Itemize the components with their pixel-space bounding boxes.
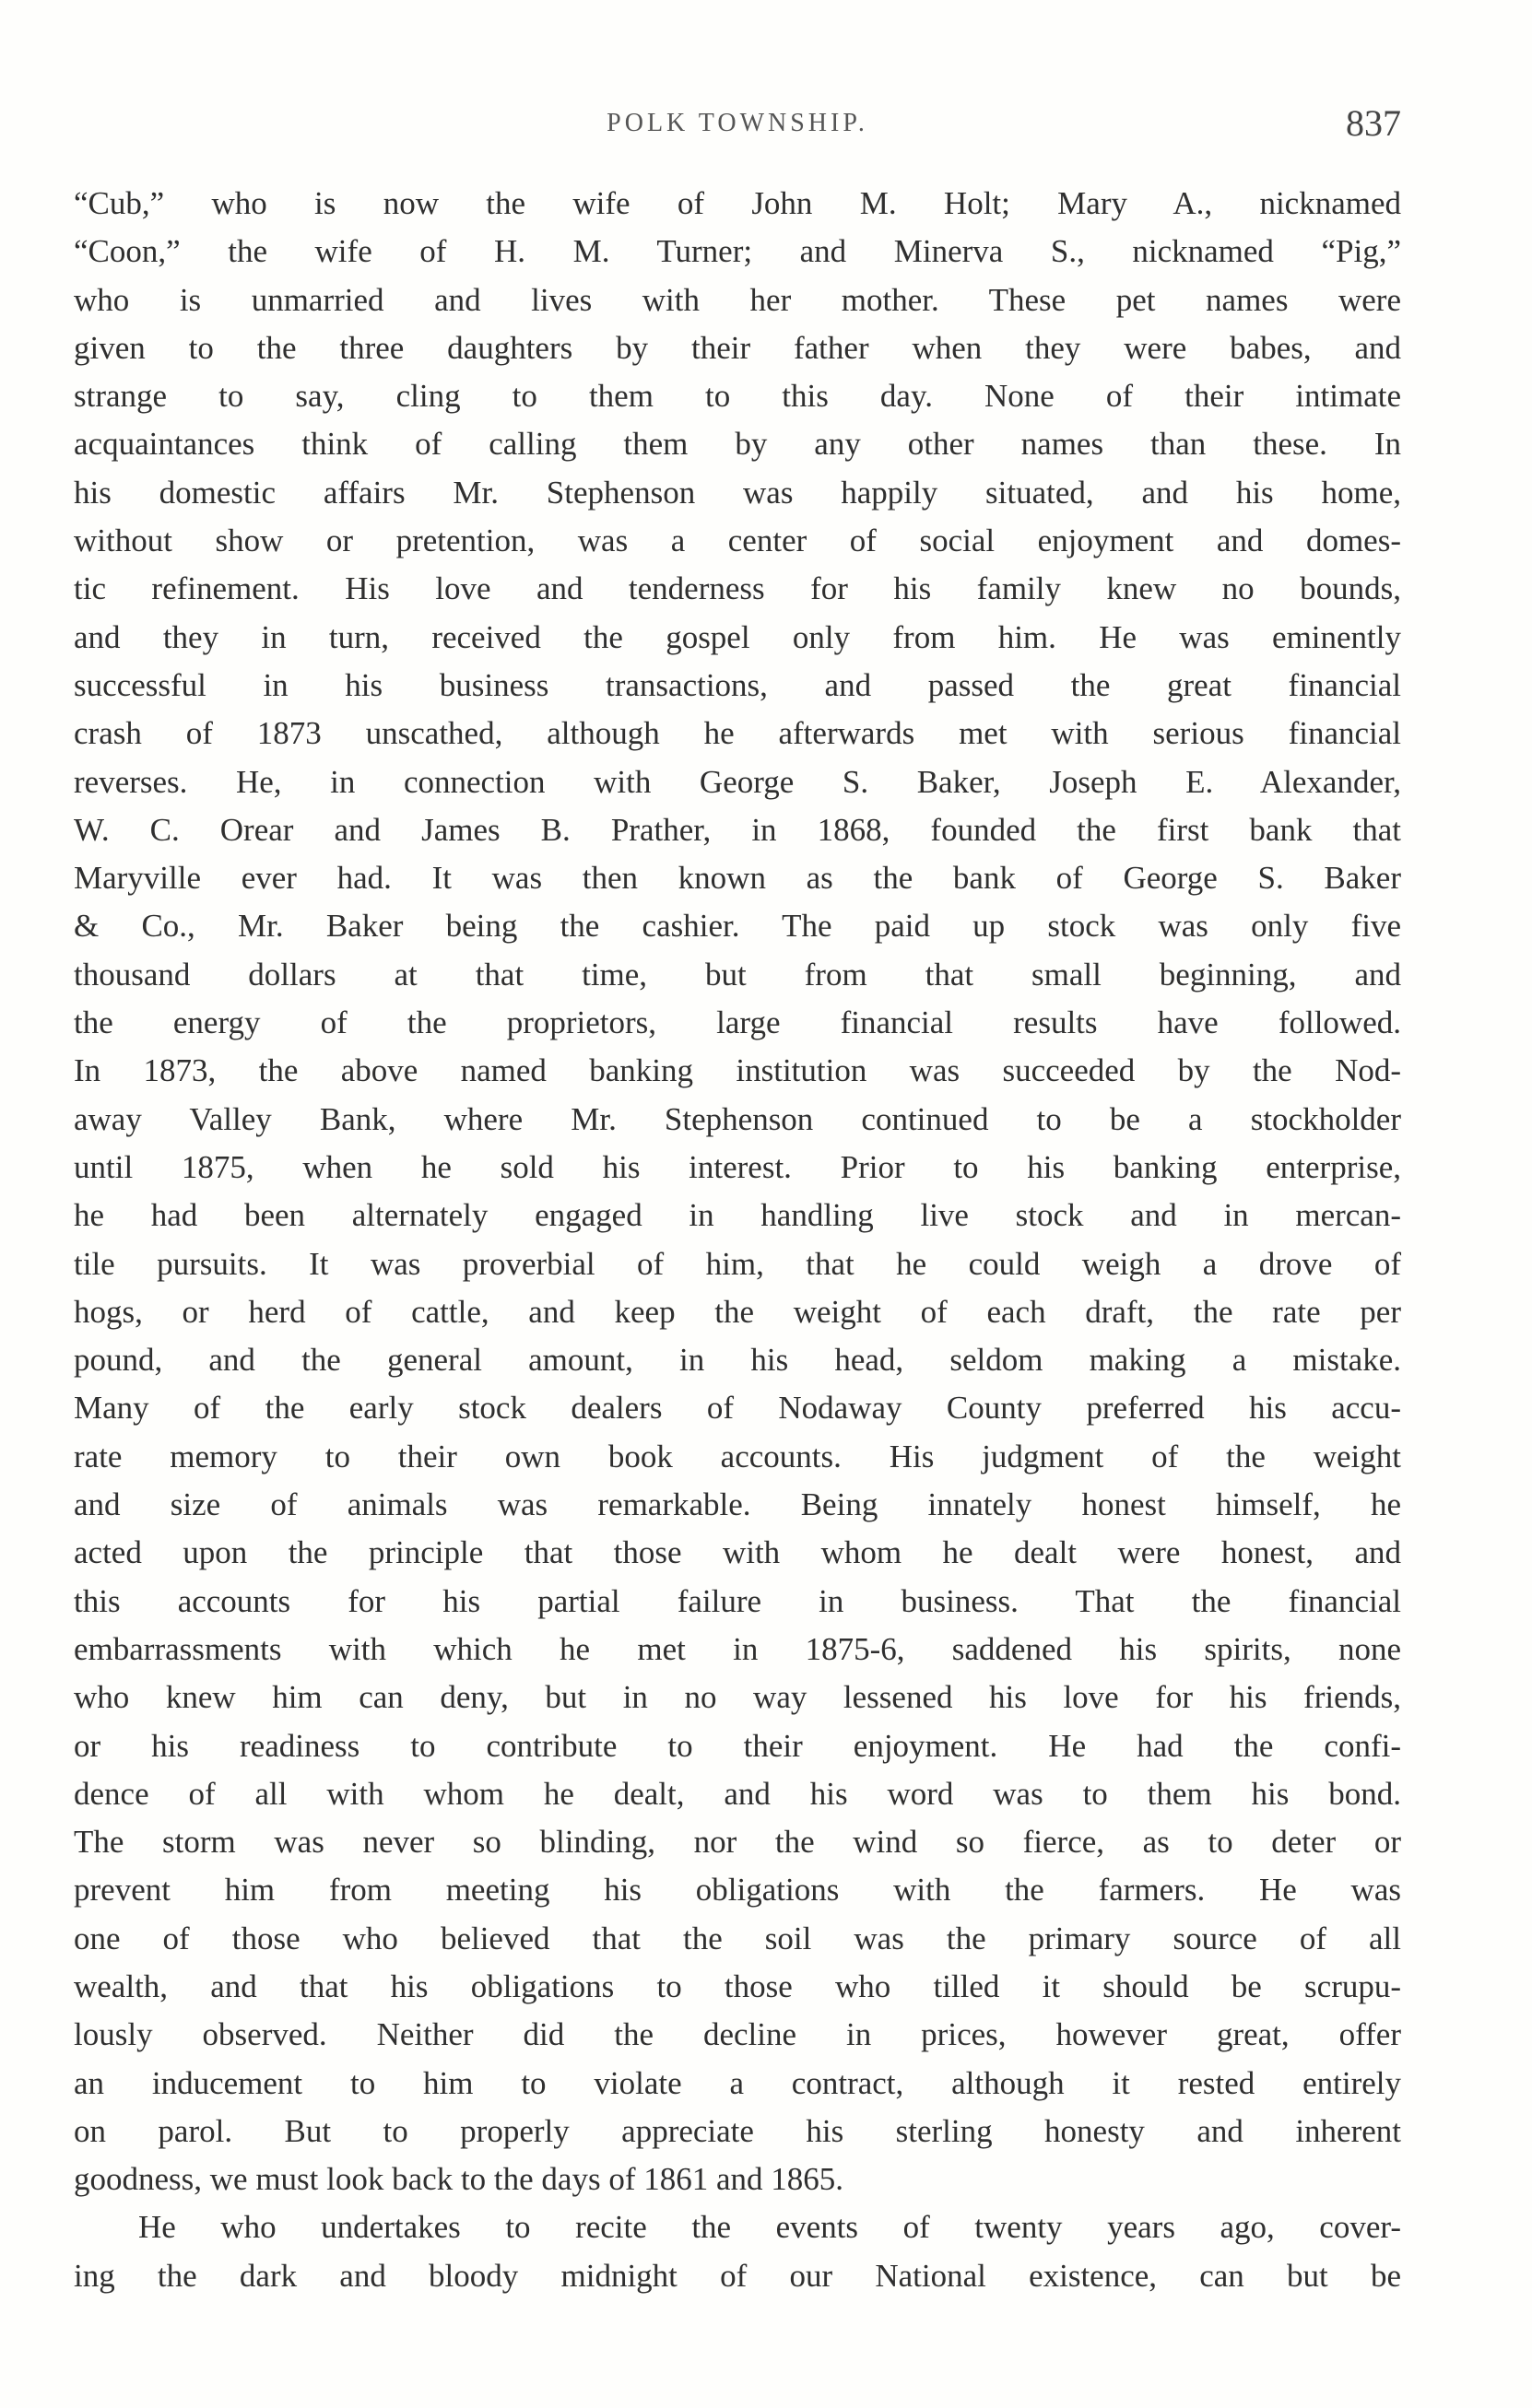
text-line: rate memory to their own book accounts. His judgment of the weight xyxy=(74,1438,1401,1474)
text-line: He who undertakes to recite the events of twenty years ago, cover- xyxy=(138,2209,1401,2246)
text-line: away Valley Bank, where Mr. Stephenson continued to be a stockholder xyxy=(74,1100,1401,1137)
text-line: who knew him can deny, but in no way lessened his love for his friends, xyxy=(74,1679,1401,1716)
body-text xyxy=(74,180,1401,2300)
text-line: crash of 1873 unscathed, although he afterwards met with serious financial xyxy=(74,715,1401,752)
text-line: who is unmarried and lives with her mother. These pet names were xyxy=(74,281,1401,318)
text-line: dence of all with whom he dealt, and his word was to them his bond. xyxy=(74,1775,1401,1812)
text-line: Many of the early stock dealers of Nodaway County preferred his accu- xyxy=(74,1390,1401,1427)
text-line: the energy of the proprietors, large financial results have followed. xyxy=(74,1004,1401,1041)
text-line: The storm was never so blinding, nor the wind so fierce, as to deter or xyxy=(74,1824,1401,1861)
text-line: lously observed. Neither did the decline in prices, however great, offer xyxy=(74,2016,1401,2053)
text-line: an inducement to him to violate a contract, although it rested entirely xyxy=(74,2064,1401,2101)
text-line: he had been alternately engaged in handling live stock and in mercan- xyxy=(74,1197,1401,1234)
text-line: goodness, we must look back to the days of 1861 and 1865. xyxy=(74,2161,844,2198)
text-line: acquaintances think of calling them by any other names than these. In xyxy=(74,426,1401,463)
text-line: strange to say, cling to them to this day. None of their intimate xyxy=(74,378,1401,415)
text-line: until 1875, when he sold his interest. Prior to his banking enterprise, xyxy=(74,1148,1401,1185)
text-line: without show or pretention, was a center of social enjoyment and domes- xyxy=(74,523,1401,559)
text-line: successful in his business transactions, and passed the great financial xyxy=(74,666,1401,703)
text-line: acted upon the principle that those with whom he dealt were honest, and xyxy=(74,1534,1401,1571)
text-line: on parol. But to properly appreciate his sterling honesty and inherent xyxy=(74,2112,1401,2149)
text-line: & Co., Mr. Baker being the cashier. The paid up stock was only five xyxy=(74,908,1401,945)
running-title: POLK TOWNSHIP. xyxy=(607,109,868,137)
text-line: prevent him from meeting his obligations with the farmers. He was xyxy=(74,1872,1401,1909)
page-number: 837 xyxy=(1346,102,1401,144)
text-line: or his readiness to contribute to their enjoyment. He had the confi- xyxy=(74,1727,1401,1764)
text-line: and they in turn, received the gospel only from him. He was eminently xyxy=(74,618,1401,655)
text-line: Maryville ever had. It was then known as the bank of George S. Baker xyxy=(74,860,1401,897)
text-line: ing the dark and bloody midnight of our National existence, can but be xyxy=(74,2257,1401,2294)
text-line: his domestic affairs Mr. Stephenson was happily situated, and his home, xyxy=(74,474,1401,511)
text-line: reverses. He, in connection with George S. Baker, Joseph E. Alexander, xyxy=(74,763,1401,800)
text-line: hogs, or herd of cattle, and keep the weight of each draft, the rate per xyxy=(74,1293,1401,1330)
text-line: given to the three daughters by their father when they were babes, and xyxy=(74,329,1401,366)
text-line: “Cub,” who is now the wife of John M. Holt; Mary A., nicknamed xyxy=(74,185,1401,221)
text-line: one of those who believed that the soil was the primary source of all xyxy=(74,1920,1401,1956)
text-line: W. C. Orear and James B. Prather, in 1868, founded the first bank that xyxy=(74,811,1401,848)
text-line: thousand dollars at that time, but from that small beginning, and xyxy=(74,956,1401,993)
text-line: In 1873, the above named banking institution was succeeded by the Nod- xyxy=(74,1052,1401,1089)
text-line: embarrassments with which he met in 1875-6, saddened his spirits, none xyxy=(74,1630,1401,1667)
text-line: tile pursuits. It was proverbial of him, that he could weigh a drove of xyxy=(74,1245,1401,1282)
text-line: this accounts for his partial failure in business. That the financial xyxy=(74,1582,1401,1619)
text-line: pound, and the general amount, in his head, seldom making a mistake. xyxy=(74,1342,1401,1379)
page-header xyxy=(74,92,1401,157)
text-line: “Coon,” the wife of H. M. Turner; and Minerva S., nicknamed “Pig,” xyxy=(74,233,1401,270)
text-line: and size of animals was remarkable. Being innately honest himself, he xyxy=(74,1486,1401,1523)
text-line: tic refinement. His love and tenderness for his family knew no bounds, xyxy=(74,570,1401,607)
text-line: wealth, and that his obligations to those who tilled it should be scrupu- xyxy=(74,1968,1401,2004)
